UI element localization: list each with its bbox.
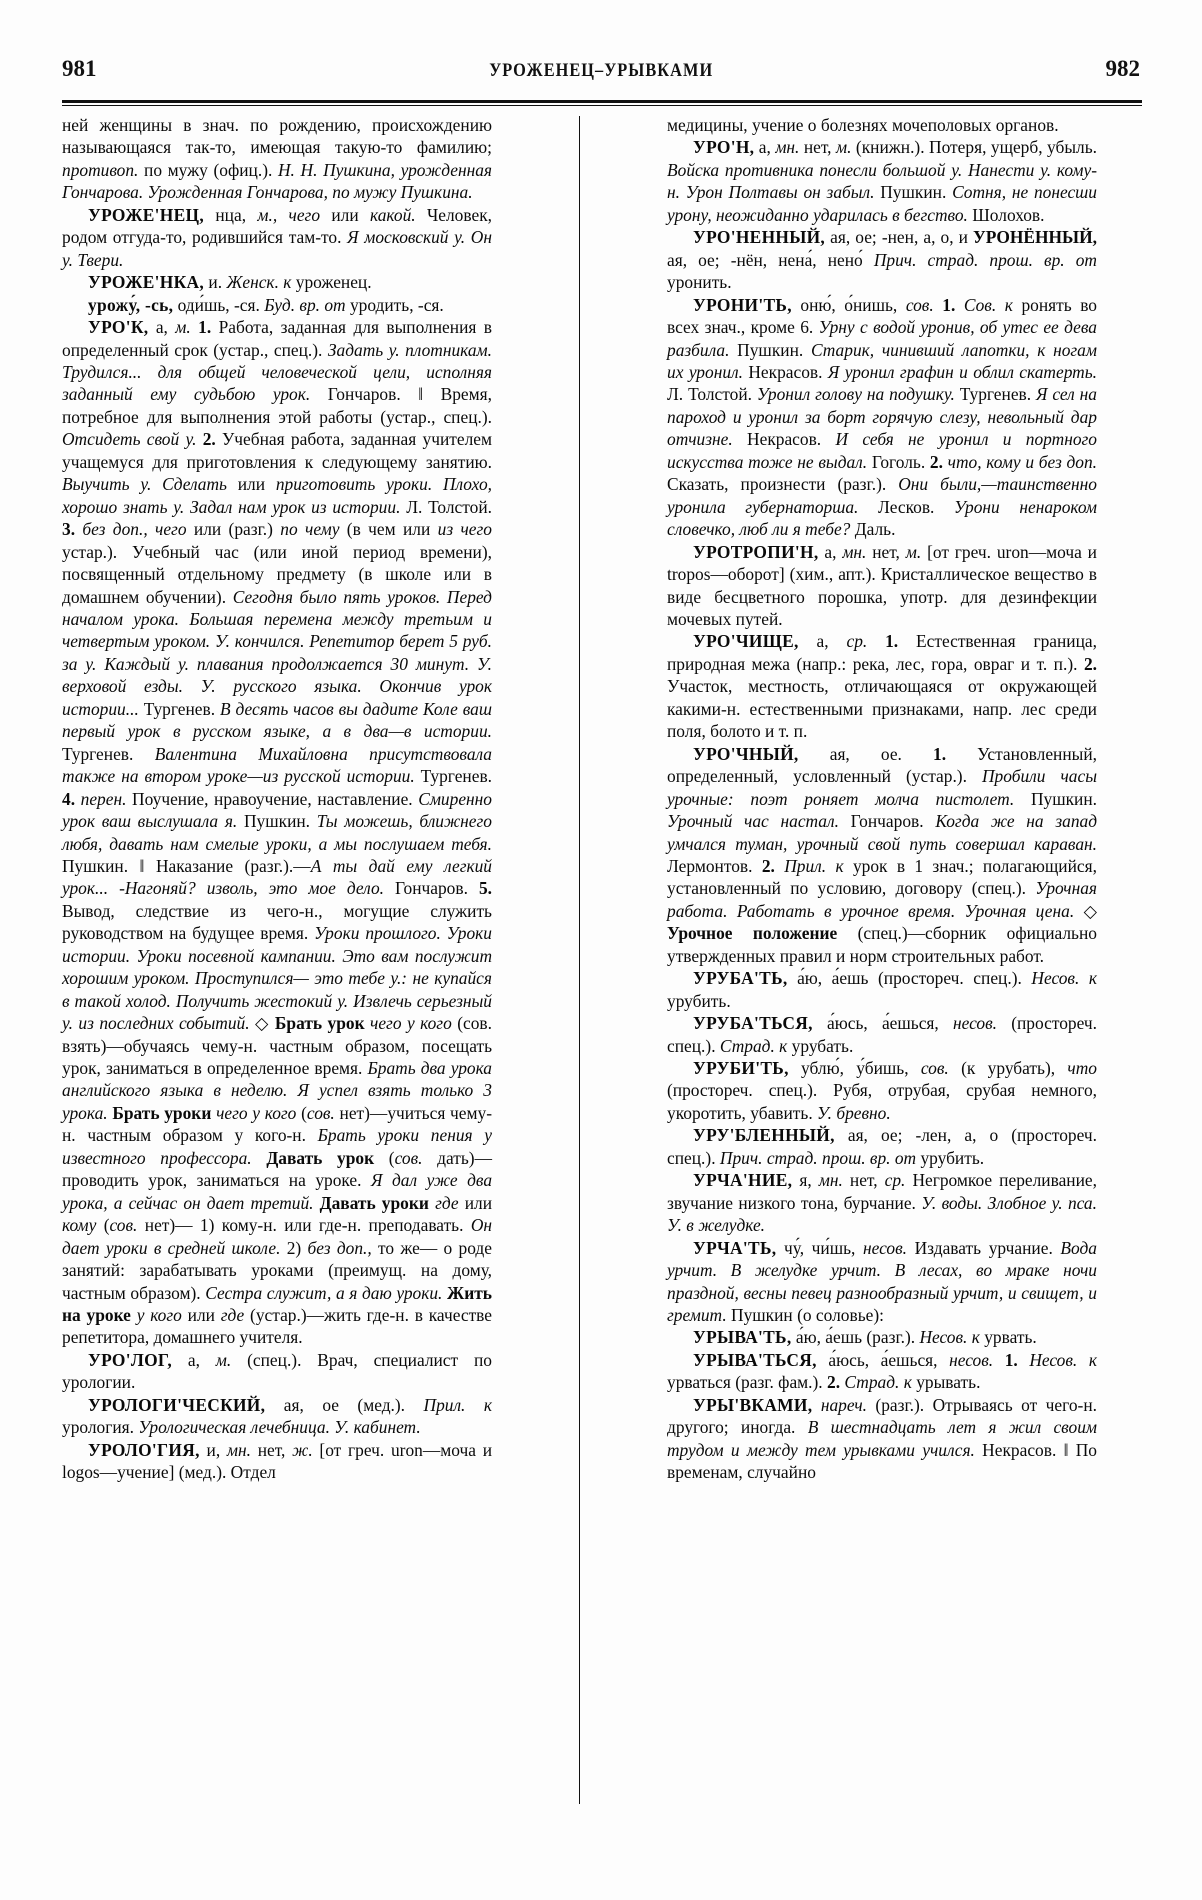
- folio-left: 981: [62, 56, 97, 81]
- entry-headword: УРЫВА'ТЬ,: [693, 1327, 792, 1348]
- entry-headword: УРОЛОГИ'ЧЕСКИЙ,: [88, 1394, 266, 1415]
- dictionary-entry: [62, 316, 492, 1349]
- dictionary-entry: [667, 1124, 1097, 1169]
- entry-body: нареч. (разг.). Отрываясь от чего-н. другого; иногда. В шестнадцать лет я жил своим трудом и между тем урывками учился. Некрасов. ‖ По временам, случайно: [667, 1394, 1097, 1483]
- entry-list-right: [667, 136, 1097, 1483]
- entry-headword: УРУБА'ТЬСЯ,: [693, 1013, 813, 1034]
- entry-body: и, мн. нет, ж. [от греч. uron—моча и logos—учение] (мед.). Отдел: [62, 1439, 492, 1483]
- column-continuation-text: ней женщины в знач. по рождению, происхождению называющаяся так-то, имеющая такую-то фамилию; противоп. по мужу (офиц.). Н. Н. Пушкина, урожденная Гончарова. Урожденная Гончарова, по мужу Пушкина.: [62, 115, 492, 203]
- entry-headword: УРО'ЧИЩЕ,: [693, 631, 799, 652]
- dictionary-entry: [667, 1349, 1097, 1394]
- dictionary-entry: [667, 226, 1097, 293]
- entry-headword: УРОЛО'ГИЯ,: [88, 1439, 200, 1460]
- column-right: [667, 114, 1097, 1804]
- entry-body: ая, ое. 1. Установленный, определенный, условленный (устар.). Пробили часы урочные: поэт роняет молча пистолет. Пушкин. Урочный час настал. Гончаров. Когда же на запад умчался туман, урочный свой путь совершал караван. Лермонтов. 2. Прил. к урок в 1 знач.; полагающийся, установленный по условию, договору (спец.). Урочная работа. Работать в урочное время. Урочная цена. ◇ Урочное положение (спец.)—сборник официально утвержденных правил и норм строительных работ.: [667, 743, 1098, 966]
- column-divider: [579, 116, 580, 1804]
- entry-body: нца, м., чего или какой. Человек, родом отгуда-то, родившийся там-то. Я московский у. Он у. Твери.: [62, 204, 492, 270]
- dictionary-entry: [667, 1326, 1097, 1348]
- entry-headword: УРО'НЕННЫЙ,: [693, 227, 826, 248]
- dictionary-entry: [667, 1169, 1097, 1236]
- columns-container: [62, 114, 1142, 1804]
- entry-headword: УРО'ЛОГ,: [88, 1349, 172, 1370]
- entry-headword: УРОТРОПИ'Н,: [693, 541, 819, 562]
- entry-headword: УРЧА'ТЬ,: [693, 1237, 777, 1258]
- dictionary-entry: [667, 541, 1097, 631]
- entry-body: оди́шь, -ся. Буд. вр. от уродить, -ся.: [177, 294, 444, 315]
- dictionary-entry: [62, 1439, 492, 1484]
- entry-body: а́юсь, а́ешься, несов. (простореч. спец.). Страд. к урубать.: [667, 1013, 1097, 1056]
- entry-headword: УРОНИ'ТЬ,: [693, 294, 792, 315]
- dictionary-entry: [62, 204, 492, 271]
- dictionary-entry: [667, 294, 1097, 541]
- dictionary-entry: [667, 1057, 1097, 1124]
- entry-list-left: [62, 204, 492, 1484]
- entry-body: и. Женск. к уроженец.: [208, 272, 372, 293]
- entry-headword: УРУБА'ТЬ,: [693, 968, 788, 989]
- dictionary-entry: [62, 1349, 492, 1394]
- entry-body: а, м. 1. Работа, заданная для выполнения в определенный срок (устар., спец.). Задать у. плотникам. Трудился... для общей человеческой цели, исполняя заданный ему судьбою урок. Гончаров. ‖ Время, потребное для выполнения этой работы (устар., спец.). Отсидеть свой у. 2. Учебная работа, заданная учителем учащемуся для приготовления к следующему занятию. Выучить у. Сделать или приготовить уроки. Плохо, хорошо знать у. Задал нам урок из истории. Л. Толстой. 3. без доп., чего или (разг.) по чему (в чем или из чего устар.). Учебный час (или иной период времени), посвященный отдельному предмету (в школе или в домашнем обучении). Сегодня было пять уроков. Перед началом урока. Большая перемена между третьим и четвертым уроком. У. кончился. Репетитор берет 5 руб. за у. Каждый у. плавания продолжается 30 минут. У. верховой езды. У. русского языка. Окончив урок истории... Тургенев. В десять часов вы дадите Коле ваш первый урок в русском языке, а в два—в истории. Тургенев. Валентина Михайловна присутствовала также на втором уроке—из русской истории. Тургенев. 4. перен. Поучение, нравоучение, наставление. Смиренно урок ваш выслушала я. Пушкин. Ты можешь, ближнего любя, давать нам смелые уроки, а мы послушаем тебя. Пушкин. ‖ Наказание (разг.).—А ты дай ему легкий урок... -Нагоняй? изволь, это мое дело. Гончаров. 5. Вывод, следствие из чего-н., могущие служить руководством на будущее время. Уроки прошлого. Уроки истории. Уроки посевной кампании. Это вам послужит хорошим уроком. Проступился— это тебе у.: не купайся в такой холод. Получить жестокий у. Извлечь серьезный у. из последних событий. ◇ Брать урок чего у кого (сов. взять)—обучаясь чему-н. частным образом, посещать урок, заниматься в определенное время. Брать два урока английского языка в неделю. Я успел взять только 3 урока. Брать уроки чего у кого (сов. нет)—учиться чему-н. частным образом у кого-н. Брать уроки пения у известного профессора. Давать урок (сов. дать)—проводить урок, заниматься на уроке. Я дал уже два урока, а сейчас он дает третий. Давать уроки где или кому (сов. нет)— 1) кому-н. или где-н. преподавать. Он дает уроки в средней школе. 2) без доп., то же— о роде занятий: зарабатывать уроками (преимущ. на дому, частным образом). Сестра служит, а я даю уроки. Жить на уроке у кого или где (устар.)—жить где-н. в качестве репетитора, домашнего учителя.: [62, 317, 493, 1348]
- dictionary-entry: [667, 1237, 1097, 1327]
- entry-body: ая, ое; -нен, а, о, и УРОНЁННЫЙ, ая, ое; -нён, нена́, нено́ Прич. страд. прош. вр. от уронить.: [667, 227, 1097, 293]
- entry-body: чу́, чи́шь, несов. Издавать урчание. Вода урчит. В желудке урчит. В лесах, во мраке ночи праздной, весны певец разнообразный урчит, и свищет, и гремит. Пушкин (о соловье):: [667, 1237, 1098, 1326]
- folio-right: 982: [1105, 56, 1140, 81]
- column-continuation-text: медицины, учение о болезнях мочеполовых органов.: [667, 115, 1059, 135]
- entry-body: а, ср. 1. Естественная граница, природная межа (напр.: река, лес, гора, овраг и т. п.). 2. Участок, местность, отличающаяся от окружающей какими-н. естественными признаками, напр. лес среди поля, болото и т. п.: [667, 631, 1097, 742]
- entry-body: ублю́, у́бишь, сов. (к урубать), что (простореч. спец.). Рубя, отрубая, срубая немного, укоротить, убавить. У. бревно.: [667, 1058, 1097, 1123]
- dictionary-entry: [62, 1394, 492, 1439]
- dictionary-entry: [667, 967, 1097, 1012]
- dictionary-entry: [667, 136, 1097, 226]
- entry-headword: УРО'ЧНЫЙ,: [693, 743, 799, 764]
- entry-headword: УРОЖЕ'НЕЦ,: [88, 204, 205, 225]
- dictionary-entry: [667, 1012, 1097, 1057]
- entry-headword: УРО'К,: [88, 317, 149, 338]
- entry-body: оню́, о́нишь, сов. 1. Сов. к ронять во всех знач., кроме 6. Урну с водой уронив, об утес ее дева разбила. Пушкин. Старик, чинивший лапотки, к ногам их уронил. Некрасов. Я уронил графин и облил скатерть. Л. Толстой. Уронил голову на подушку. Тургенев. Я сел на пароход и уронил за борт горячую слезу, невольный дар отчизне. Некрасов. И себя не уронил и портного искусства тоже не выдал. Гоголь. 2. что, кому и без доп. Сказать, произнести (разг.). Они были,—таинственно уронила губернаторша. Лесков. Урони ненароком словечко, люб ли я тебе? Даль.: [667, 294, 1098, 540]
- running-head-range: УРОЖЕНЕЦ–УРЫВКАМИ: [489, 60, 713, 81]
- entry-headword: УРЫВА'ТЬСЯ,: [693, 1349, 817, 1370]
- entry-body: я, мн. нет, ср. Негромкое переливание, звучание низкого тона, бурчание. У. воды. Злобное у. пса. У. в желудке.: [667, 1170, 1097, 1236]
- entry-headword: урожу́, -сь,: [88, 294, 174, 315]
- entry-headword: УРУБИ'ТЬ,: [693, 1058, 789, 1079]
- entry-headword: УРЧА'НИЕ,: [693, 1170, 793, 1191]
- dictionary-entry: [667, 743, 1097, 968]
- column-left: [62, 114, 492, 1804]
- dictionary-entry: [667, 630, 1097, 742]
- entry-body: а, мн. нет, м. (книжн.). Потеря, ущерб, убыль. Войска противника понесли большой у. Нанести у. кому-н. Урон Полтавы он забыл. Пушкин. Сотня, не понесши урону, неожиданно ударилась в бегство. Шолохов.: [667, 137, 1098, 225]
- header-rule: [62, 100, 1142, 106]
- entry-headword: УРЫ'ВКАМИ,: [693, 1394, 813, 1415]
- dictionary-entry: [62, 271, 492, 293]
- entry-headword: УРО'Н,: [693, 137, 755, 158]
- dictionary-entry: [667, 1394, 1097, 1484]
- entry-body: а́юсь, а́ешься, несов. 1. Несов. к урваться (разг. фам.). 2. Страд. к урывать.: [667, 1349, 1097, 1393]
- entry-body: ая, ое; -лен, а, о (простореч. спец.). Прич. страд. прош. вр. от урубить.: [667, 1125, 1097, 1168]
- dictionary-entry: [62, 294, 492, 316]
- entry-body: ая, ое (мед.). Прил. к урология. Урологическая лечебница. У. кабинет.: [62, 1394, 493, 1438]
- running-head: [62, 56, 1140, 88]
- entry-body: а, м. (спец.). Врач, специалист по урологии.: [62, 1349, 492, 1393]
- entry-headword: УРУ'БЛЕННЫЙ,: [693, 1125, 835, 1146]
- entry-body: а́ю, а́ешь (простореч. спец.). Несов. к урубить.: [667, 968, 1097, 1011]
- entry-body: а, мн. нет, м. [от греч. uron—моча и tropos—оборот] (хим., апт.). Кристаллическое вещество в виде бесцветного порошка, употр. для дезинфекции мочевых путей.: [667, 541, 1097, 629]
- entry-body: а́ю, а́ешь (разг.). Несов. к урвать.: [795, 1327, 1037, 1348]
- entry-headword: УРОЖЕ'НКА,: [88, 272, 205, 293]
